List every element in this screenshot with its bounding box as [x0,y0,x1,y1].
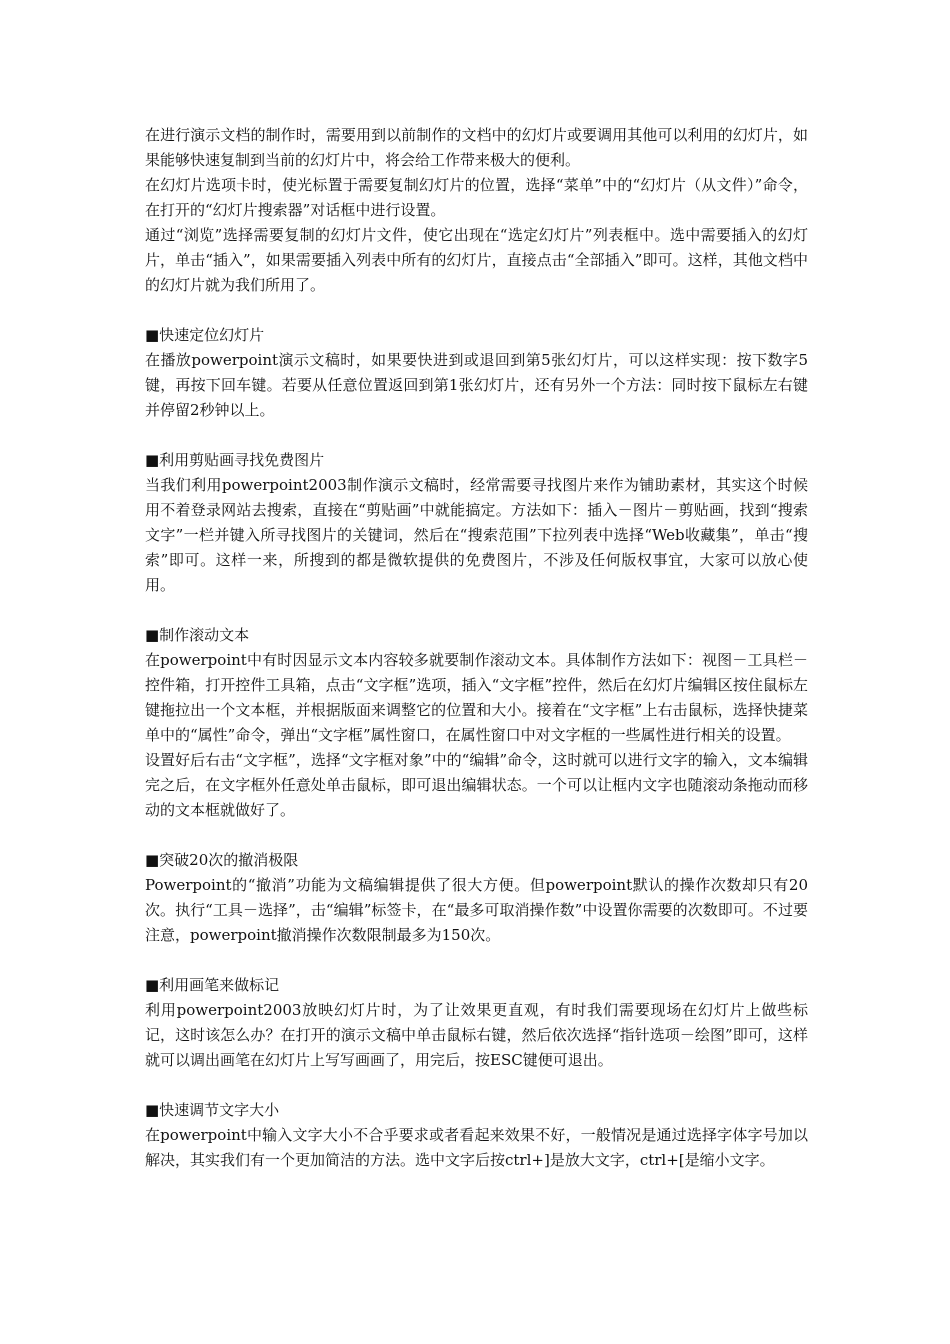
section-heading-quick-locate: ■快速定位幻灯片 [145,326,265,344]
section-paragraph: 利用powerpoint2003放映幻灯片时，为了让效果更直观，有时我们需要现场在幻灯片上做些标记，这时该怎么办？在打开的演示文稿中单击鼠标右键，然后依次选择“指针选项－绘图”即可，这样就可以调出画笔在幻灯片上写写画画了，用完后，按ESC键便可退出。 [145,1001,808,1069]
section-paragraph: 在powerpoint中有时因显示文本内容较多就要制作滚动文本。具体制作方法如下：视图－工具栏－控件箱，打开控件工具箱，点击“文字框”选项，插入“文字框”控件，然后在幻灯片编辑区按住鼠标左键拖拉出一个文本框，并根据版面来调整它的位置和大小。接着在“文字框”上右击鼠标，选择快捷菜单中的“属性”命令，弹出“文字框”属性窗口，在属性窗口中对文字框的一些属性进行相关的设置。 [145,651,808,744]
spacer [145,1073,808,1098]
section-paragraph: 设置好后右击“文字框”，选择“文字框对象”中的“编辑”命令，这时就可以进行文字的输入，文本编辑完之后，在文字框外任意处单击鼠标，即可退出编辑状态。一个可以让框内文字也随滚动条拖动而移动的文本框就做好了。 [145,751,808,819]
spacer [145,823,808,848]
spacer [145,298,808,323]
document-page [145,123,808,1173]
section-paragraph: 当我们利用powerpoint2003制作演示文稿时，经常需要寻找图片来作为铺助素材，其实这个时候用不着登录网站去搜索，直接在“剪贴画”中就能搞定。方法如下：插入－图片－剪贴画，找到“搜索文字”一栏并键入所寻找图片的关键词，然后在“搜索范围”下拉列表中选择“Web收藏集”，单击“搜索”即可。这样一来，所搜到的都是微软提供的免费图片，不涉及任何版权事宜，大家可以放心使用。 [145,476,808,594]
section-heading-scrolling-text: ■制作滚动文本 [145,626,250,644]
section-heading-font-size: ■快速调节文字大小 [145,1101,280,1119]
section-heading-clipart: ■利用剪贴画寻找免费图片 [145,451,325,469]
intro-paragraph-1: 在进行演示文档的制作时，需要用到以前制作的文档中的幻灯片或要调用其他可以利用的幻灯片，如果能够快速复制到当前的幻灯片中，将会给工作带来极大的便利。 [145,126,808,169]
spacer [145,948,808,973]
section-paragraph: 在powerpoint中输入文字大小不合乎要求或者看起来效果不好，一般情况是通过选择字体字号加以解决，其实我们有一个更加简洁的方法。选中文字后按ctrl+]是放大文字，ctrl+[是缩小文字。 [145,1126,808,1169]
section-heading-pen-marking: ■利用画笔来做标记 [145,976,280,994]
section-paragraph: Powerpoint的“撤消”功能为文稿编辑提供了很大方便。但powerpoint默认的操作次数却只有20次。执行“工具－选择”，击“编辑”标签卡，在“最多可取消操作数”中设置你需要的次数即可。不过要注意，powerpoint撤消操作次数限制最多为150次。 [145,876,808,944]
intro-paragraph-2: 在幻灯片选项卡时，使光标置于需要复制幻灯片的位置，选择“菜单”中的“幻灯片（从文件）”命令，在打开的“幻灯片搜索器”对话框中进行设置。 [145,176,808,219]
intro-paragraph-3: 通过“浏览”选择需要复制的幻灯片文件，使它出现在“选定幻灯片”列表框中。选中需要插入的幻灯片，单击“插入”，如果需要插入列表中所有的幻灯片，直接点击“全部插入”即可。这样，其他文档中的幻灯片就为我们所用了。 [145,226,808,294]
section-paragraph: 在播放powerpoint演示文稿时，如果要快进到或退回到第5张幻灯片，可以这样实现：按下数字5键，再按下回车键。若要从任意位置返回到第1张幻灯片，还有另外一个方法：同时按下鼠标左右键并停留2秒钟以上。 [145,351,808,419]
spacer [145,423,808,448]
spacer [145,598,808,623]
section-heading-undo-limit: ■突破20次的撤消极限 [145,851,299,869]
